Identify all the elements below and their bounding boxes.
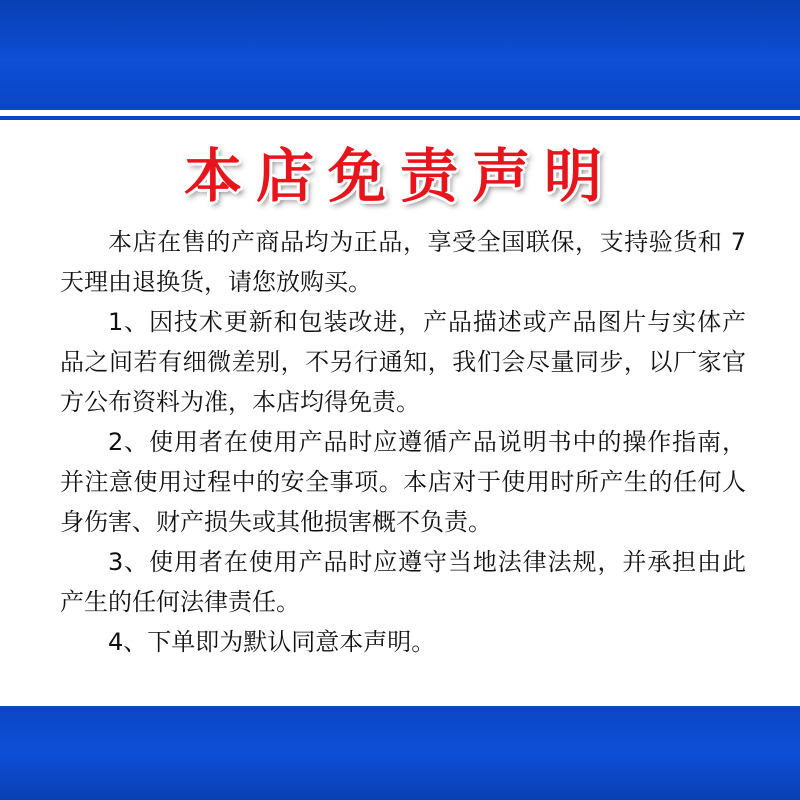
bottom-blue-band [0,706,800,800]
disclaimer-item-4: 4、下单即为默认同意本声明。 [108,628,436,656]
top-blue-band [0,0,800,110]
page-title: 本店免责声明 [183,142,616,210]
disclaimer-item-3: 3、使用者在使用产品时应遵守当地法律法规，并承担由此产生的任何法律责任。 [60,548,746,616]
disclaimer-item-2: 2、使用者在使用产品时应遵循产品说明书中的操作指南，并注意使用过程中的安全事项。本店对于使用时所产生的任何人身伤害、财产损失或其他损害概不负责。 [60,428,746,536]
disclaimer-intro: 本店在售的产商品均为正品，享受全国联保，支持验货和 7 天理由退换货，请您放购买。 [60,228,746,296]
top-divider-line [0,116,800,120]
disclaimer-body [60,222,746,662]
disclaimer-item-1: 1、因技术更新和包装改进，产品描述或产品图片与实体产品之间若有细微差别，不另行通知，我们会尽量同步，以厂家官方公布资料为准，本店均得免责。 [60,308,746,416]
